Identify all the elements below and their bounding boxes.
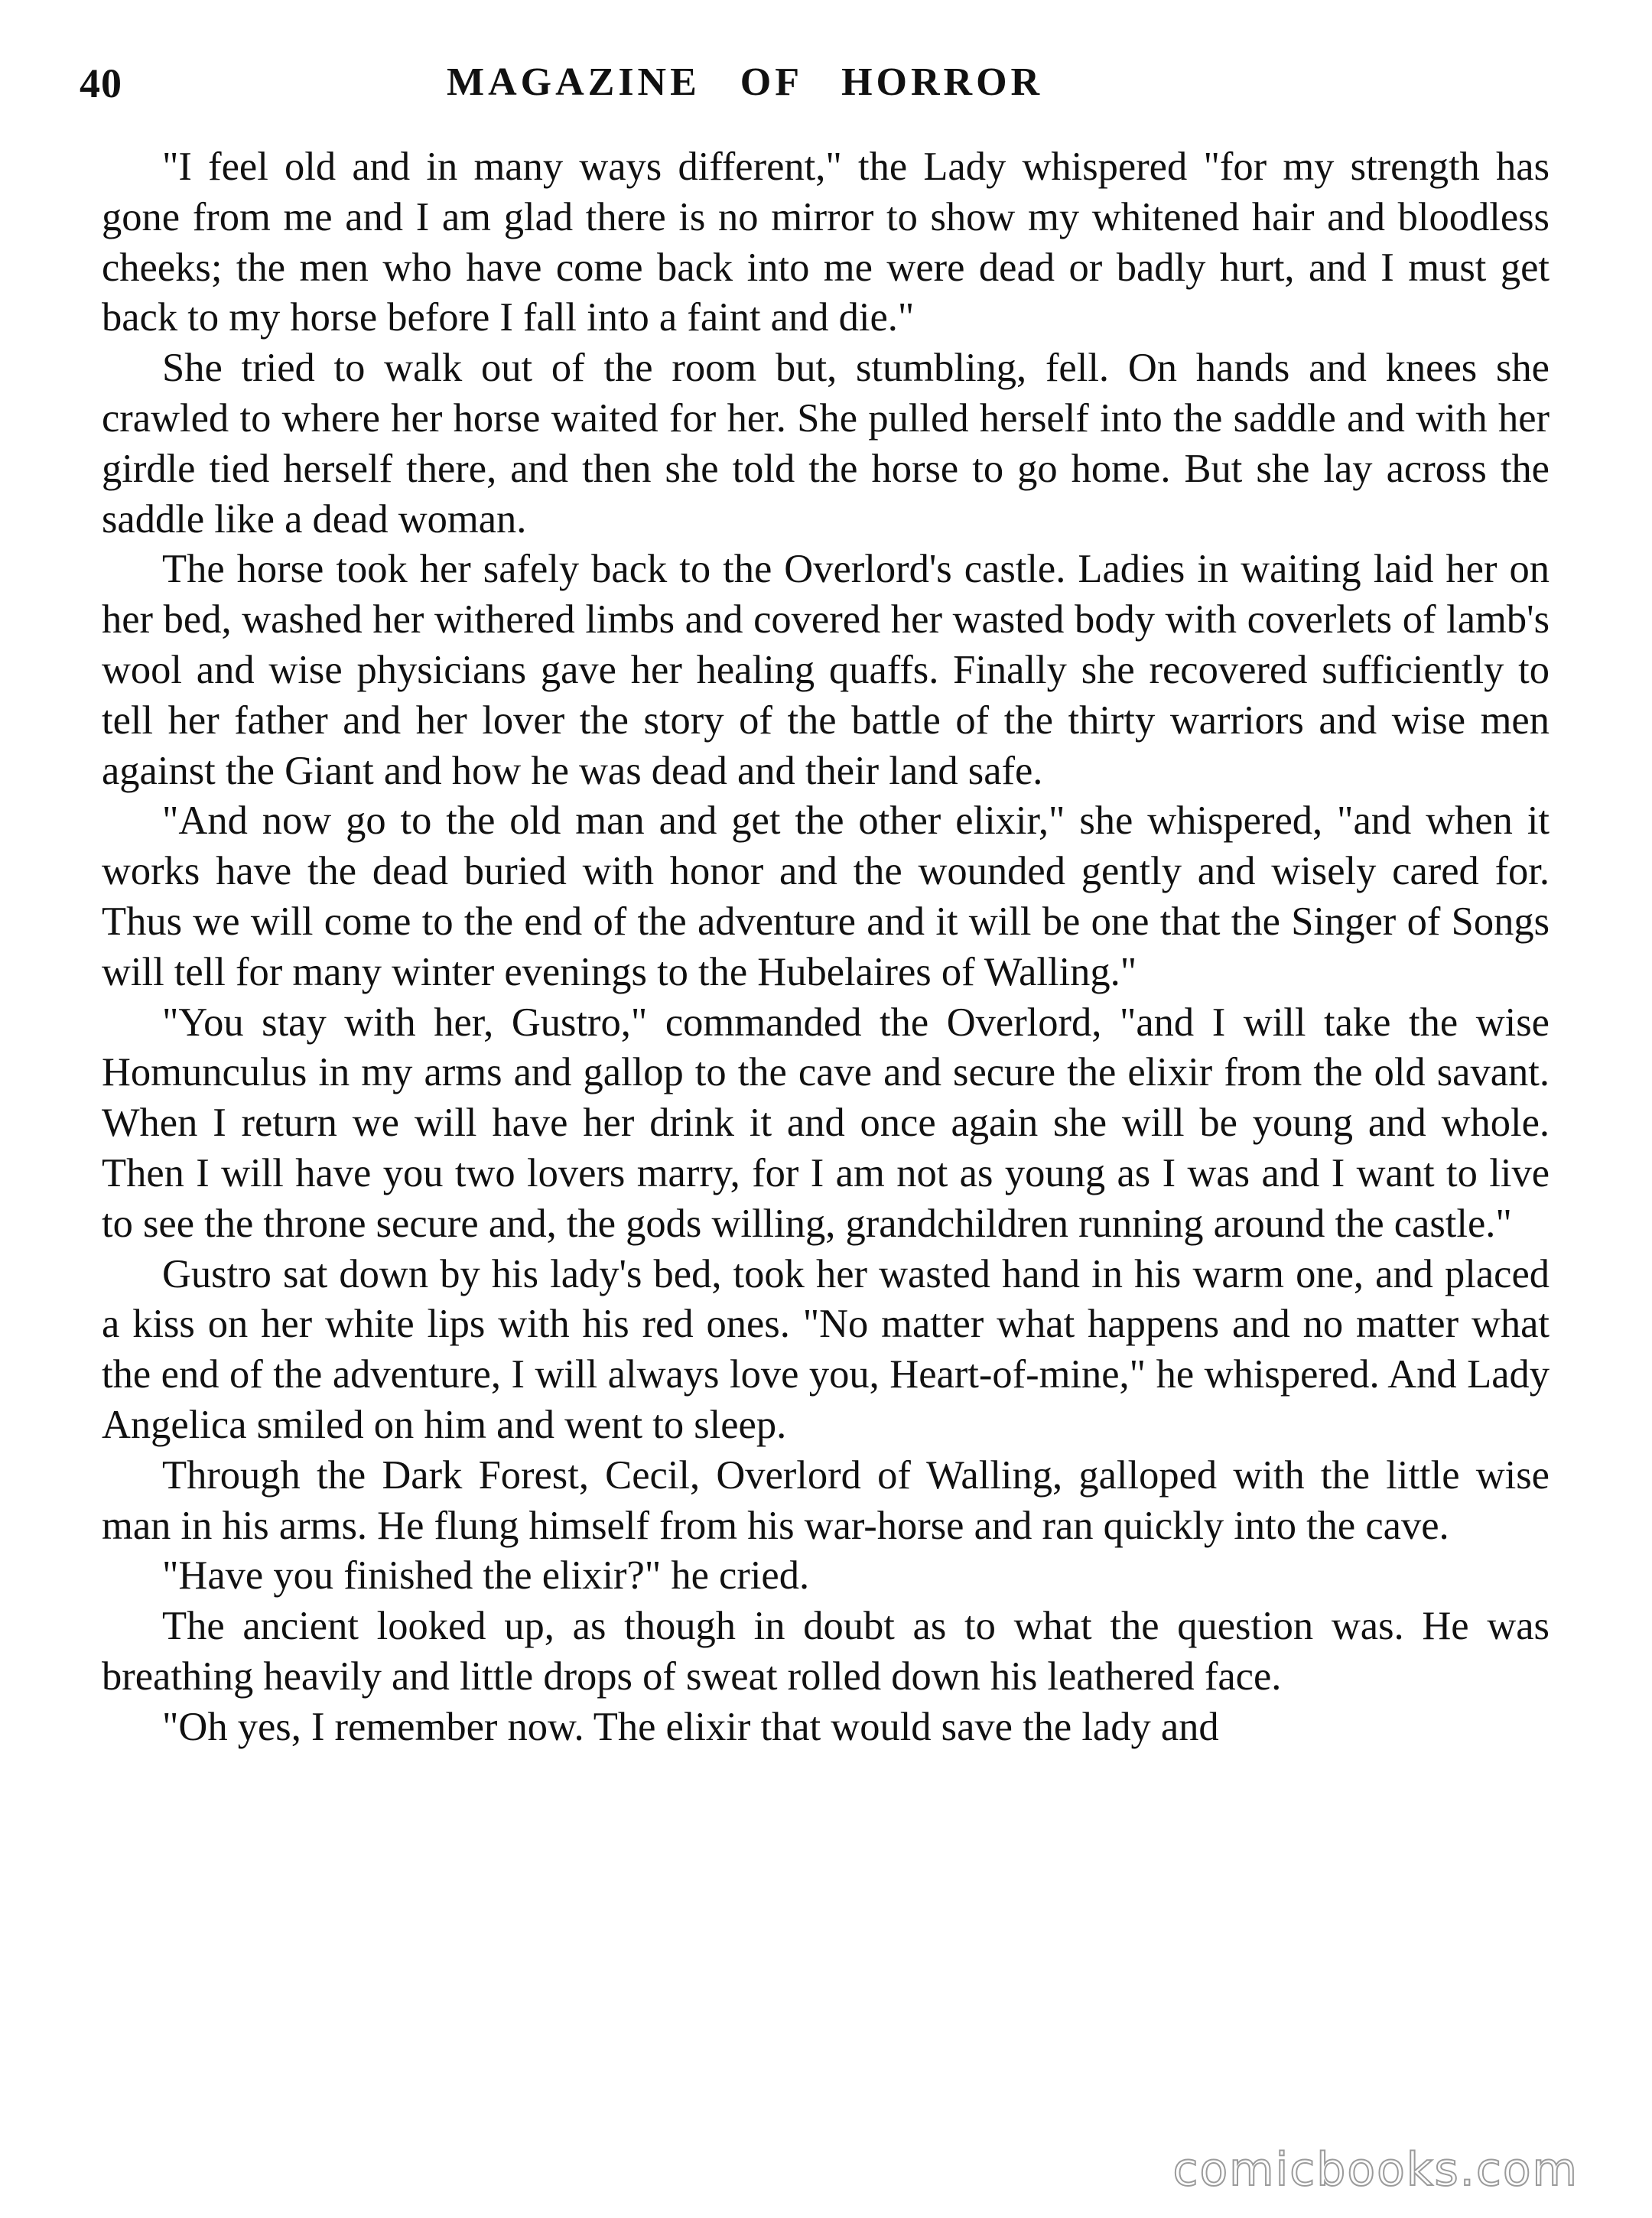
- paragraph: "Oh yes, I remember now. The elixir that would save the lady and: [162, 1704, 1219, 1749]
- paragraph: Through the Dark Forest, Cecil, Overlord of Walling, galloped with the little wise man in his arms. He flung himself from his war-horse and ran quickly into the cave.: [102, 1452, 1550, 1548]
- running-title: MAGAZINE OF HORROR: [447, 60, 1044, 104]
- story-text: [102, 142, 1550, 1753]
- paragraph: "Have you finished the elixir?" he cried.: [162, 1553, 810, 1598]
- page-header: [80, 60, 1563, 128]
- paragraph: She tried to walk out of the room but, stumbling, fell. On hands and knees she crawled to where her horse waited for her. She pulled herself into the saddle and with her girdle tied herself there, and then she told the horse to go home. But she lay across the saddle like a dead woman.: [102, 346, 1550, 541]
- page-number: 40: [80, 60, 122, 106]
- paragraph: The horse took her safely back to the Overlord's castle. Ladies in waiting laid her on her bed, washed her withered limbs and covered her wasted body with coverlets of lamb's wool and wise physicians gave her healing quaffs. Finally she recovered sufficiently to tell her father and her lover the story of the battle of the thirty warriors and wise men against the Giant and how he was dead and their land safe.: [102, 547, 1550, 793]
- paragraph: "And now go to the old man and get the other elixir," she whispered, "and when it works have the dead buried with honor and the wounded gently and wisely cared for. Thus we will come to the end of the adventure and it will be one that the Singer of Songs will tell for many winter evenings to the Hubelaires of Walling.": [102, 798, 1550, 994]
- paragraph: "I feel old and in many ways different," the Lady whispered "for my strength has gone from me and I am glad there is no mirror to show my whitened hair and bloodless cheeks; the men who have come back into me were dead or badly hurt, and I must get back to my horse before I fall into a faint and die.": [102, 145, 1550, 340]
- paragraph: The ancient looked up, as though in doubt as to what the question was. He was breathing heavily and little drops of sweat rolled down his leathered face.: [102, 1604, 1550, 1699]
- paragraph: Gustro sat down by his lady's bed, took her wasted hand in his warm one, and placed a kiss on her white lips with his red ones. "No matter what happens and no matter what the end of the adventure, I will always love you, Heart-of-mine," he whispered. And Lady Angelica smiled on him and went to sleep.: [102, 1251, 1550, 1447]
- watermark: comicbooks.com: [1172, 2143, 1579, 2197]
- paragraph: "You stay with her, Gustro," commanded the Overlord, "and I will take the wise Homunculus in my arms and gallop to the cave and secure the elixir from the old savant. When I return we will have her drink it and once again she will be young and whole. Then I will have you two lovers marry, for I am not as young as I was and I want to live to see the throne secure and, the gods willing, grandchildren running around the castle.": [102, 1000, 1550, 1246]
